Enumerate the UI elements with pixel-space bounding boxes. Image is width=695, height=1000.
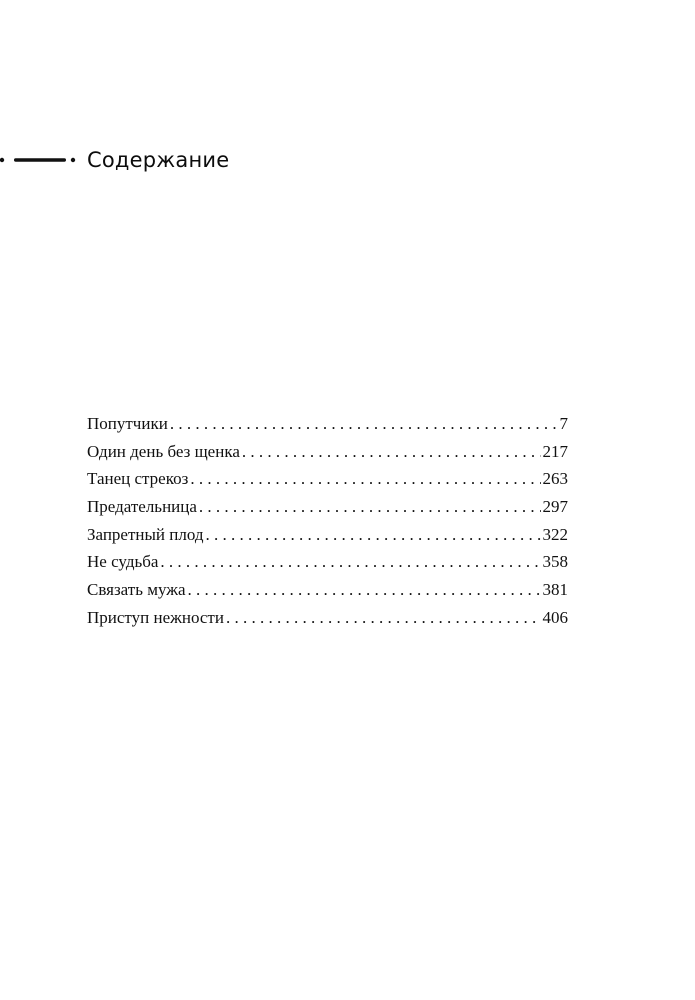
toc-entry-title: Связать мужа bbox=[87, 580, 186, 600]
toc-entry[interactable] bbox=[87, 438, 568, 466]
dot-leader bbox=[206, 521, 541, 549]
toc-entry[interactable] bbox=[87, 493, 568, 521]
toc-entry[interactable] bbox=[87, 410, 568, 438]
toc-entry[interactable] bbox=[87, 521, 568, 549]
toc-entry-title: Приступ нежности bbox=[87, 607, 224, 627]
dot-leader bbox=[190, 465, 540, 493]
dot-leader bbox=[188, 576, 541, 604]
dot-leader bbox=[226, 604, 541, 632]
toc-entry-page: 297 bbox=[542, 497, 568, 517]
dot-leader bbox=[170, 410, 556, 438]
toc-entry-page: 322 bbox=[542, 524, 568, 544]
contents-heading bbox=[0, 145, 400, 175]
toc-entry-page: 263 bbox=[542, 469, 568, 489]
dot-leader bbox=[160, 548, 540, 576]
table-of-contents bbox=[87, 410, 568, 632]
toc-entry[interactable] bbox=[87, 465, 568, 493]
page-title: Содержание bbox=[87, 148, 230, 172]
dot-line-dot-ornament-icon bbox=[0, 154, 80, 166]
dot-leader bbox=[242, 438, 541, 466]
toc-entry-title: Попутчики bbox=[87, 414, 168, 433]
toc-entry-page: 7 bbox=[559, 414, 568, 433]
toc-entry[interactable] bbox=[87, 576, 568, 604]
toc-entry-page: 358 bbox=[542, 552, 568, 572]
toc-entry-title: Не судьба bbox=[87, 552, 159, 572]
toc-entry[interactable] bbox=[87, 604, 568, 632]
toc-entry-page: 217 bbox=[542, 441, 568, 461]
toc-entry-title: Один день без щенка bbox=[87, 441, 240, 461]
toc-entry-page: 406 bbox=[542, 607, 568, 627]
dot-leader bbox=[199, 493, 541, 521]
toc-entry-title: Запретный плод bbox=[87, 524, 204, 544]
toc-entry-title: Танец стрекоз bbox=[87, 469, 189, 489]
toc-entry-title: Предательница bbox=[87, 497, 197, 517]
toc-entry-page: 381 bbox=[542, 580, 568, 600]
toc-entry[interactable] bbox=[87, 548, 568, 576]
